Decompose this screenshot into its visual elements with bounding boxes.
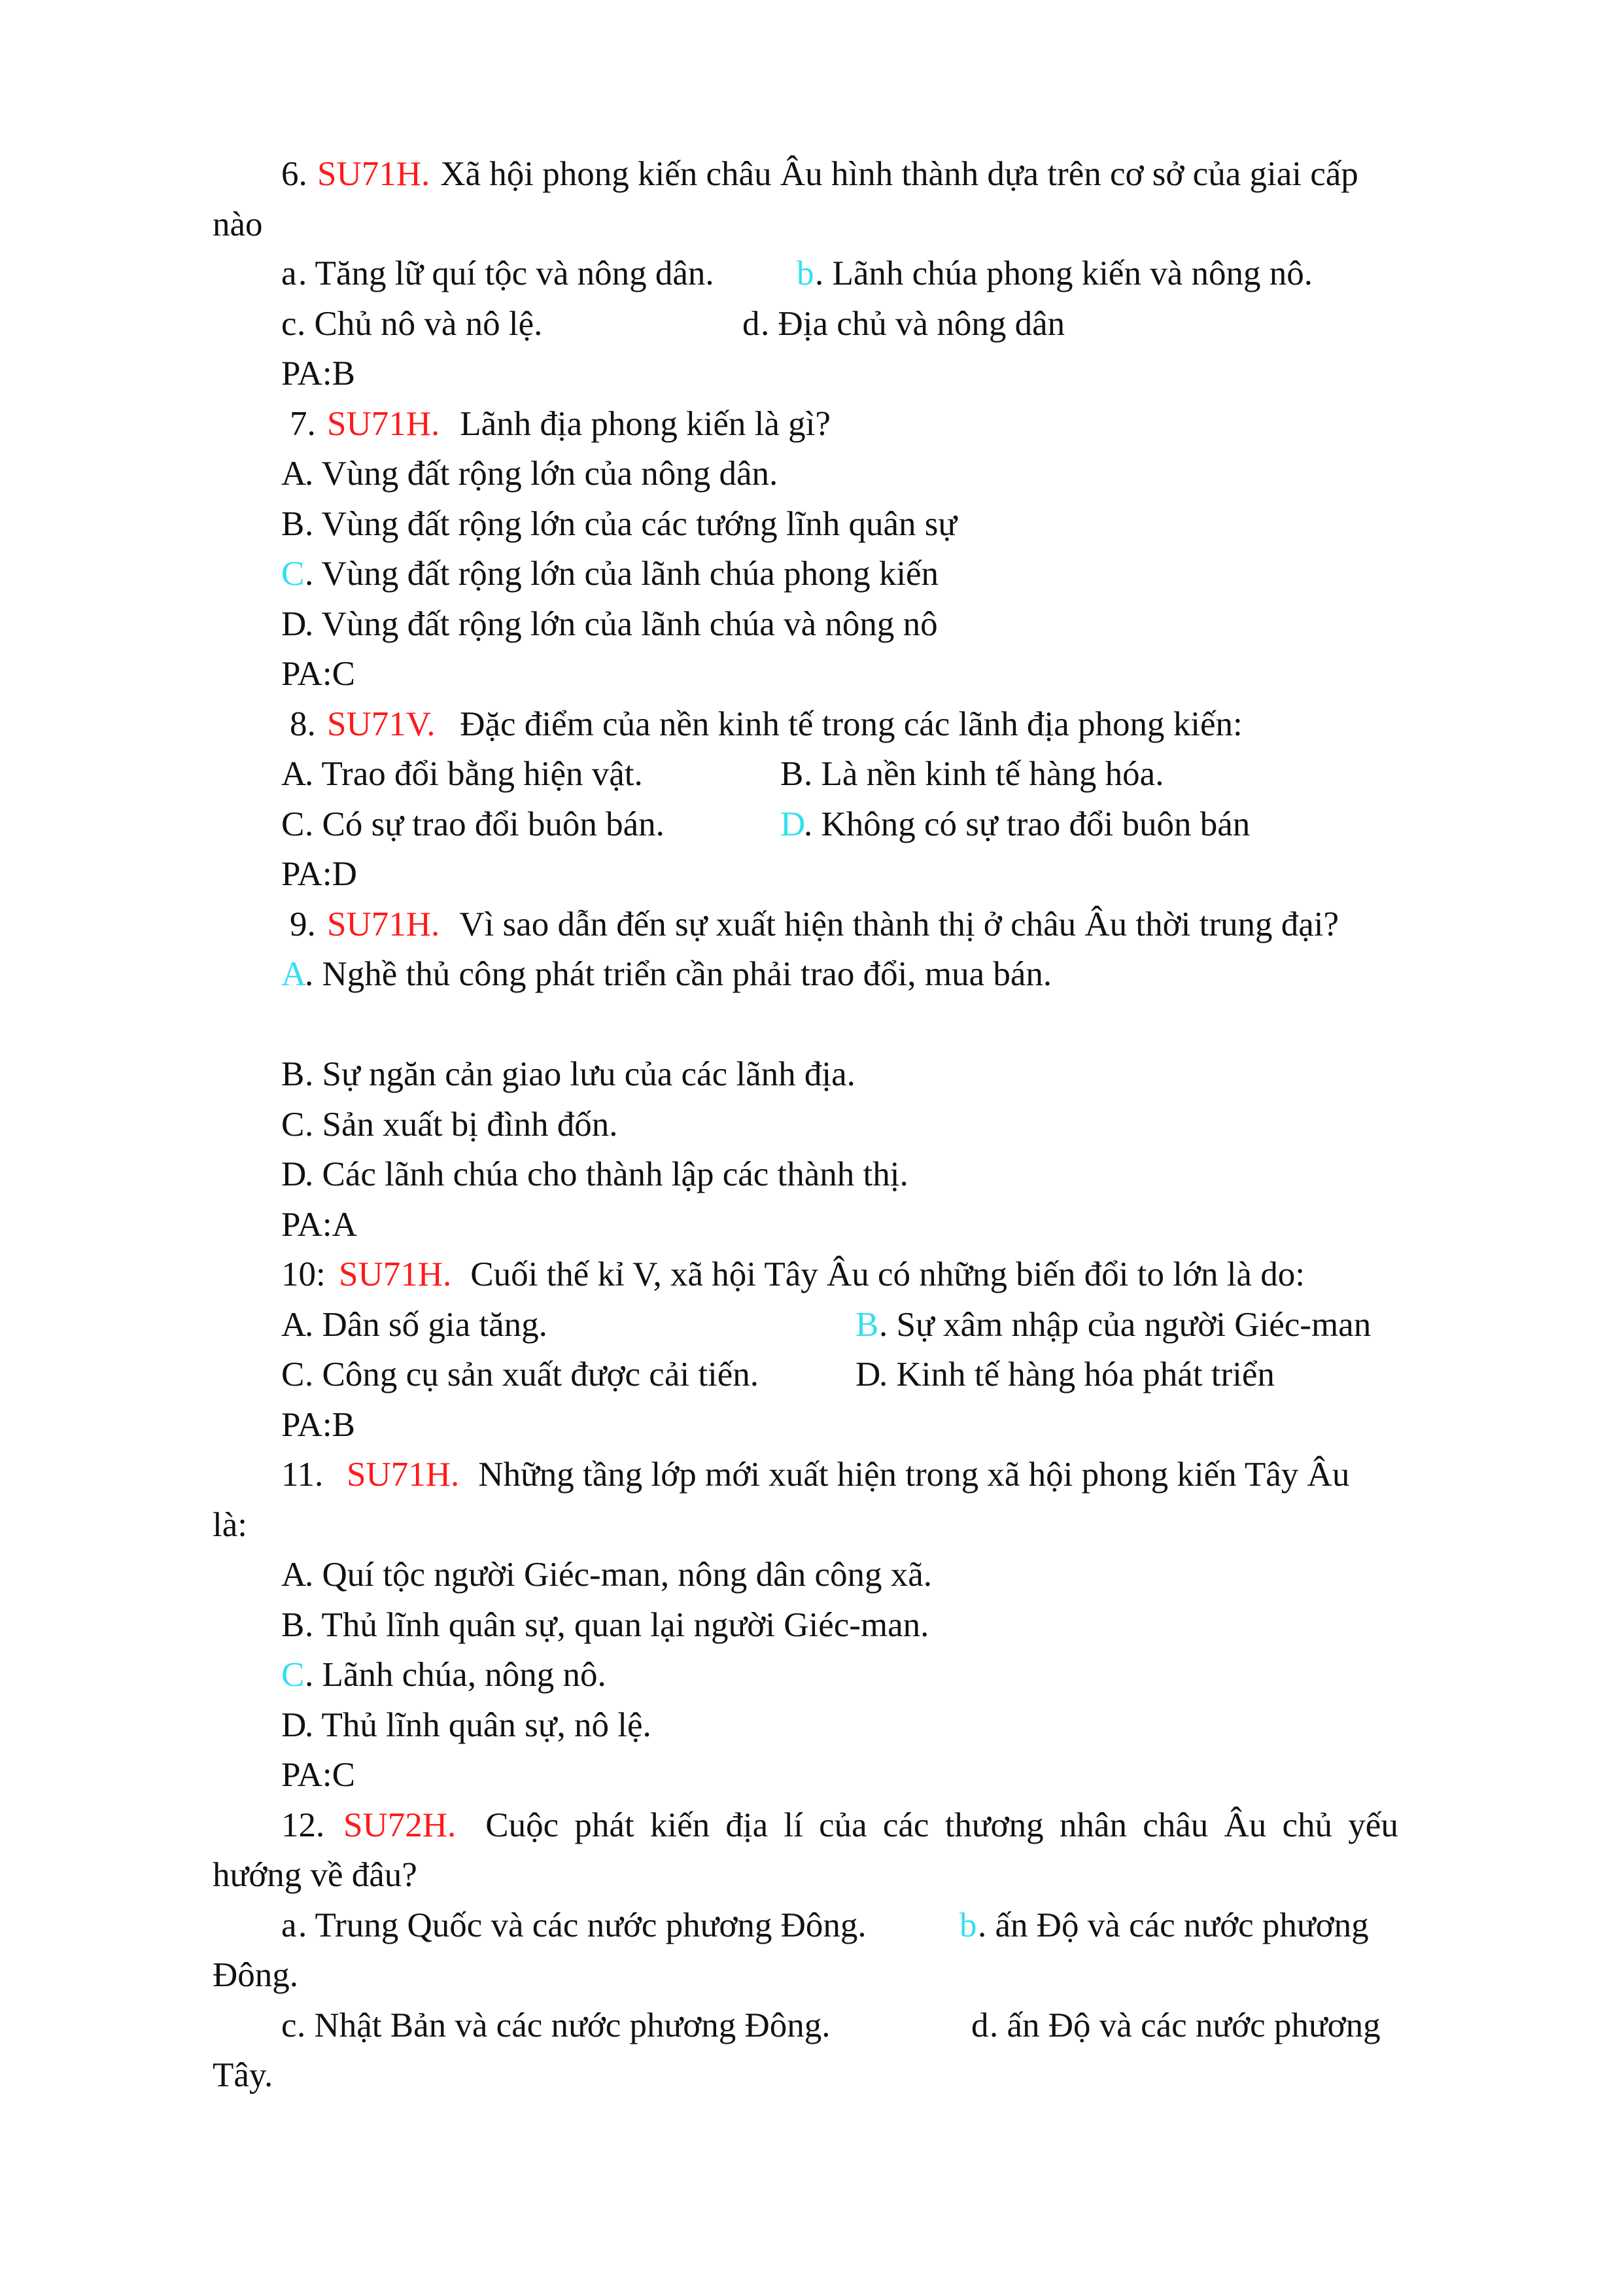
option-text: . Vùng đất rộng lớn của lãnh chúa phong kiến bbox=[305, 555, 939, 593]
option-key: C bbox=[281, 555, 305, 593]
option-d-text-cont: Tây. bbox=[213, 2056, 273, 2094]
option-key: A bbox=[281, 455, 307, 493]
question-6-stem bbox=[0, 152, 1624, 196]
option-text: . Sản xuất bị đình đốn. bbox=[305, 1106, 618, 1144]
option-text: . Các lãnh chúa cho thành lập các thành thị. bbox=[305, 1155, 908, 1193]
question-8-options-row-1 bbox=[0, 752, 1624, 796]
question-6-options-row-1 bbox=[0, 252, 1624, 295]
option-a-text: . Tăng lữ quí tộc và nông dân. bbox=[298, 254, 714, 292]
option-d-text: . Kinh tế hàng hóa phát triển bbox=[879, 1356, 1275, 1393]
option-key: D bbox=[281, 1706, 307, 1744]
question-7-option-b bbox=[0, 502, 1624, 546]
option-c-text: . Công cụ sản xuất được cải tiến. bbox=[305, 1356, 759, 1393]
answer-label: PA:D bbox=[281, 855, 357, 893]
option-c-key: C bbox=[281, 805, 305, 843]
question-number: 7. bbox=[290, 405, 324, 443]
question-number: 6. bbox=[281, 155, 316, 193]
option-a-text: . Trung Quốc và các nước phương Đông. bbox=[298, 1906, 867, 1944]
question-code: SU71H. bbox=[327, 405, 440, 443]
question-code: SU71H. bbox=[347, 1456, 460, 1494]
option-b-key: b bbox=[959, 1906, 977, 1944]
question-9-option-d bbox=[0, 1153, 1624, 1196]
question-12-option-b-continued bbox=[0, 1953, 1624, 1997]
option-b-text: . ấn Độ và các nước phương bbox=[978, 1906, 1369, 1944]
option-c-text: . Có sự trao đổi buôn bán. bbox=[305, 805, 665, 843]
option-key: C bbox=[281, 1656, 305, 1694]
option-a-key: A bbox=[281, 1306, 307, 1344]
option-b-key: B bbox=[855, 1306, 879, 1344]
question-12-stem-continued bbox=[0, 1853, 1624, 1897]
option-text: . Quí tộc người Giéc-man, nông dân công xã. bbox=[305, 1556, 932, 1594]
option-key: A bbox=[281, 955, 307, 993]
question-10-options-row-2 bbox=[0, 1353, 1624, 1396]
answer-label: PA:A bbox=[281, 1206, 357, 1244]
question-text: Những tầng lớp mới xuất hiện trong xã hội phong kiến Tây Âu bbox=[470, 1456, 1350, 1494]
option-a-key: a bbox=[281, 1906, 297, 1944]
question-code: SU71H. bbox=[327, 905, 440, 943]
answer-label: PA:B bbox=[281, 355, 355, 393]
option-key: B bbox=[281, 1606, 305, 1644]
question-text: Xã hội phong kiến châu Âu hình thành dựa trên cơ sở của giai cấp bbox=[432, 155, 1358, 193]
question-6-stem-continued bbox=[0, 203, 1624, 246]
option-key: A bbox=[281, 1556, 307, 1594]
answer-label: PA:C bbox=[281, 655, 355, 693]
question-text-cont: hướng về đâu? bbox=[213, 1856, 417, 1894]
option-c-key: c bbox=[281, 305, 297, 343]
question-code: SU71H. bbox=[317, 155, 430, 193]
question-text: Cuộc phát kiến địa lí của các thương nhân châu Âu chủ yếu bbox=[470, 1806, 1398, 1844]
question-10-answer bbox=[0, 1403, 1624, 1446]
option-d-key: D bbox=[855, 1356, 881, 1393]
option-text: . Vùng đất rộng lớn của các tướng lĩnh quân sự bbox=[305, 505, 958, 543]
question-text: Đặc điểm của nền kinh tế trong các lãnh địa phong kiến: bbox=[451, 705, 1243, 743]
question-12-options-row-1 bbox=[0, 1904, 1624, 1947]
option-c-key: c bbox=[281, 2006, 297, 2044]
question-code: SU71V. bbox=[327, 705, 436, 743]
option-key: D bbox=[281, 605, 307, 643]
option-d-text: . Địa chủ và nông dân bbox=[761, 305, 1065, 343]
option-b-text: . Sự xâm nhập của người Giéc-man bbox=[879, 1306, 1372, 1344]
option-text: . Lãnh chúa, nông nô. bbox=[305, 1656, 606, 1694]
option-d-text: . Không có sự trao đổi buôn bán bbox=[804, 805, 1251, 843]
question-9-option-a bbox=[0, 953, 1624, 996]
option-text: . Sự ngăn cản giao lưu của các lãnh địa. bbox=[305, 1055, 855, 1093]
option-c-text: . Nhật Bản và các nước phương Đông. bbox=[297, 2006, 831, 2044]
question-11-option-a bbox=[0, 1553, 1624, 1596]
option-a-text: . Dân số gia tăng. bbox=[305, 1306, 547, 1344]
question-7-stem bbox=[0, 402, 1624, 446]
option-b-text-cont: Đông. bbox=[213, 1956, 299, 1994]
question-11-option-b bbox=[0, 1603, 1624, 1647]
question-text: Lãnh địa phong kiến là gì? bbox=[451, 405, 831, 443]
option-b-key: B bbox=[780, 755, 804, 793]
question-number: 12. bbox=[281, 1806, 334, 1844]
option-c-text: . Chủ nô và nô lệ. bbox=[297, 305, 543, 343]
option-text: . Thủ lĩnh quân sự, nô lệ. bbox=[305, 1706, 651, 1744]
question-number: 9. bbox=[290, 905, 324, 943]
question-7-option-d bbox=[0, 603, 1624, 646]
question-code: SU72H. bbox=[343, 1806, 457, 1844]
question-code: SU71H. bbox=[339, 1255, 452, 1293]
question-8-stem bbox=[0, 703, 1624, 746]
question-number: 10: bbox=[281, 1255, 334, 1293]
question-8-options-row-2 bbox=[0, 803, 1624, 846]
option-b-text: . Là nền kinh tế hàng hóa. bbox=[804, 755, 1164, 793]
question-text-cont: là: bbox=[213, 1506, 247, 1544]
question-12-options-row-2 bbox=[0, 2004, 1624, 2047]
option-a-key: A bbox=[281, 755, 307, 793]
option-key: D bbox=[281, 1155, 307, 1193]
option-d-key: D bbox=[780, 805, 806, 843]
question-7-answer bbox=[0, 652, 1624, 695]
option-text: . Thủ lĩnh quân sự, quan lại người Giéc-man. bbox=[305, 1606, 929, 1644]
question-11-stem bbox=[0, 1453, 1624, 1496]
question-8-answer bbox=[0, 852, 1624, 896]
question-number: 8. bbox=[290, 705, 324, 743]
option-text: . Nghề thủ công phát triển cần phải trao đổi, mua bán. bbox=[305, 955, 1052, 993]
question-6-options-row-2 bbox=[0, 302, 1624, 345]
question-9-option-c bbox=[0, 1103, 1624, 1146]
option-d-key: d bbox=[971, 2006, 989, 2044]
option-a-text: . Trao đổi bằng hiện vật. bbox=[305, 755, 643, 793]
option-key: B bbox=[281, 1055, 305, 1093]
question-9-answer bbox=[0, 1203, 1624, 1246]
question-9-stem bbox=[0, 903, 1624, 946]
question-7-option-a bbox=[0, 452, 1624, 495]
question-number: 11. bbox=[281, 1456, 341, 1494]
question-text: Cuối thế kỉ V, xã hội Tây Âu có những biến đổi to lớn là do: bbox=[462, 1255, 1305, 1293]
question-9-option-b bbox=[0, 1053, 1624, 1096]
option-d-key: d bbox=[742, 305, 760, 343]
answer-label: PA:C bbox=[281, 1756, 355, 1794]
option-text: . Vùng đất rộng lớn của lãnh chúa và nông nô bbox=[305, 605, 938, 643]
question-11-answer bbox=[0, 1753, 1624, 1796]
question-12-option-d-continued bbox=[0, 2054, 1624, 2097]
option-key: C bbox=[281, 1106, 305, 1144]
option-c-key: C bbox=[281, 1356, 305, 1393]
option-b-text: . Lãnh chúa phong kiến và nông nô. bbox=[815, 254, 1313, 292]
option-key: B bbox=[281, 505, 305, 543]
question-12-stem bbox=[0, 1804, 1624, 1847]
question-text-cont: nào bbox=[213, 205, 263, 243]
question-11-option-c bbox=[0, 1653, 1624, 1696]
option-text: . Vùng đất rộng lớn của nông dân. bbox=[305, 455, 778, 493]
option-d-text: . ấn Độ và các nước phương bbox=[990, 2006, 1381, 2044]
option-b-key: b bbox=[797, 254, 814, 292]
question-6-answer bbox=[0, 352, 1624, 395]
question-11-option-d bbox=[0, 1704, 1624, 1747]
question-10-options-row-1 bbox=[0, 1303, 1624, 1346]
question-10-stem bbox=[0, 1253, 1624, 1296]
question-7-option-c bbox=[0, 552, 1624, 595]
question-11-stem-continued bbox=[0, 1503, 1624, 1547]
question-text: Vì sao dẫn đến sự xuất hiện thành thị ở châu Âu thời trung đại? bbox=[451, 905, 1339, 943]
option-a-key: a bbox=[281, 254, 297, 292]
answer-label: PA:B bbox=[281, 1406, 355, 1444]
